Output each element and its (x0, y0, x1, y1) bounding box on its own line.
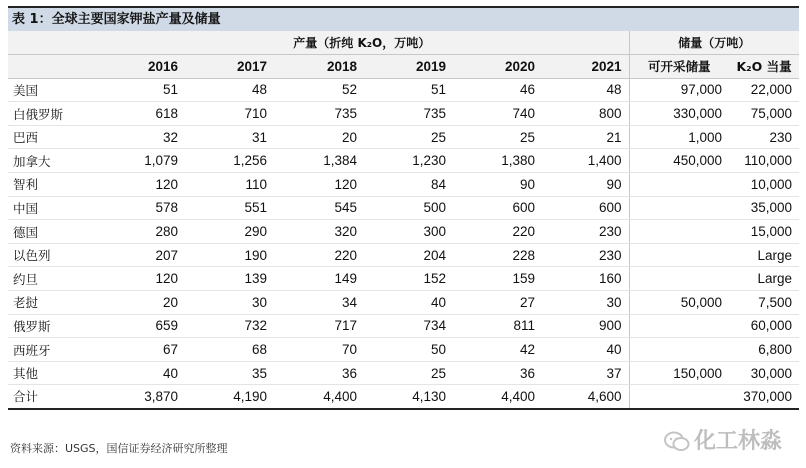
mineable-cell (629, 338, 729, 362)
production-cell: 31 (185, 125, 274, 149)
country-cell: 以色列 (8, 243, 95, 267)
reserve-group-header: 储量（万吨） (629, 31, 799, 55)
header-country-cell (8, 55, 95, 79)
source-note: 资料来源：USGS，国信证券经济研究所整理 (10, 442, 228, 455)
production-cell: 1,230 (364, 149, 453, 173)
production-cell: 578 (95, 196, 185, 220)
country-cell: 美国 (8, 78, 95, 102)
production-cell: 30 (542, 291, 629, 315)
production-cell: 230 (542, 220, 629, 244)
mineable-cell (629, 173, 729, 197)
production-cell: 4,130 (364, 385, 453, 409)
year-header: 2021 (542, 55, 629, 79)
table-row (8, 291, 799, 315)
production-cell: 735 (274, 102, 364, 126)
production-cell: 545 (274, 196, 364, 220)
k2o-cell: 22,000 (729, 78, 799, 102)
production-cell: 40 (95, 361, 185, 385)
header-row-columns (8, 55, 799, 79)
table-row (8, 149, 799, 173)
production-cell: 300 (364, 220, 453, 244)
production-cell: 1,380 (453, 149, 542, 173)
year-header: 2016 (95, 55, 185, 79)
production-cell: 25 (453, 125, 542, 149)
production-cell: 120 (274, 173, 364, 197)
production-cell: 90 (453, 173, 542, 197)
mineable-cell: 50,000 (629, 291, 729, 315)
k2o-header: K₂O 当量 (729, 55, 799, 79)
production-cell: 42 (453, 338, 542, 362)
k2o-cell: 10,000 (729, 173, 799, 197)
table-row (8, 243, 799, 267)
k2o-cell: 6,800 (729, 338, 799, 362)
production-cell: 35 (185, 361, 274, 385)
table-row (8, 78, 799, 102)
production-cell: 120 (95, 173, 185, 197)
production-cell: 220 (274, 243, 364, 267)
production-cell: 732 (185, 314, 274, 338)
production-cell: 4,400 (274, 385, 364, 409)
table-title: 表 1：全球主要国家钾盐产量及储量 (8, 6, 799, 31)
production-cell: 1,400 (542, 149, 629, 173)
production-cell: 40 (542, 338, 629, 362)
production-cell: 280 (95, 220, 185, 244)
production-cell: 811 (453, 314, 542, 338)
country-cell: 德国 (8, 220, 95, 244)
production-cell: 1,256 (185, 149, 274, 173)
production-cell: 1,079 (95, 149, 185, 173)
production-cell: 190 (185, 243, 274, 267)
mineable-cell (629, 267, 729, 291)
production-cell: 600 (542, 196, 629, 220)
production-cell: 152 (364, 267, 453, 291)
production-cell: 120 (95, 267, 185, 291)
production-cell: 27 (453, 291, 542, 315)
production-cell: 204 (364, 243, 453, 267)
country-cell: 加拿大 (8, 149, 95, 173)
table-row (8, 314, 799, 338)
country-cell: 其他 (8, 361, 95, 385)
production-cell: 740 (453, 102, 542, 126)
mineable-cell (629, 196, 729, 220)
country-cell: 巴西 (8, 125, 95, 149)
table-row (8, 338, 799, 362)
country-cell: 俄罗斯 (8, 314, 95, 338)
production-cell: 67 (95, 338, 185, 362)
production-cell: 50 (364, 338, 453, 362)
mineable-header: 可开采储量 (629, 55, 729, 79)
production-cell: 717 (274, 314, 364, 338)
production-cell: 70 (274, 338, 364, 362)
production-cell: 800 (542, 102, 629, 126)
production-cell: 20 (274, 125, 364, 149)
production-cell: 48 (542, 78, 629, 102)
table-row (8, 173, 799, 197)
mineable-cell (629, 385, 729, 409)
header-row-group (8, 31, 799, 55)
production-cell: 228 (453, 243, 542, 267)
k2o-cell: 35,000 (729, 196, 799, 220)
production-cell: 230 (542, 243, 629, 267)
table-row (8, 220, 799, 244)
k2o-cell: Large (729, 267, 799, 291)
production-cell: 3,870 (95, 385, 185, 409)
production-cell: 160 (542, 267, 629, 291)
country-cell: 约旦 (8, 267, 95, 291)
k2o-cell: Large (729, 243, 799, 267)
mineable-cell: 450,000 (629, 149, 729, 173)
production-cell: 48 (185, 78, 274, 102)
country-cell: 西班牙 (8, 338, 95, 362)
mineable-cell: 97,000 (629, 78, 729, 102)
production-cell: 4,190 (185, 385, 274, 409)
year-header: 2020 (453, 55, 542, 79)
k2o-cell: 30,000 (729, 361, 799, 385)
mineable-cell: 330,000 (629, 102, 729, 126)
production-cell: 21 (542, 125, 629, 149)
year-header: 2018 (274, 55, 364, 79)
table-row (8, 125, 799, 149)
production-cell: 52 (274, 78, 364, 102)
production-group-header: 产量（折纯 K₂O，万吨） (95, 31, 629, 55)
production-cell: 220 (453, 220, 542, 244)
production-cell: 500 (364, 196, 453, 220)
table-body (8, 78, 799, 408)
watermark-text: 化工林淼 (694, 429, 783, 454)
production-cell: 36 (274, 361, 364, 385)
table-row (8, 385, 799, 409)
production-cell: 618 (95, 102, 185, 126)
production-cell: 40 (364, 291, 453, 315)
production-cell: 36 (453, 361, 542, 385)
country-cell: 老挝 (8, 291, 95, 315)
production-cell: 51 (95, 78, 185, 102)
production-cell: 4,600 (542, 385, 629, 409)
production-cell: 32 (95, 125, 185, 149)
production-cell: 30 (185, 291, 274, 315)
country-cell: 智利 (8, 173, 95, 197)
k2o-cell: 15,000 (729, 220, 799, 244)
potash-table (8, 31, 799, 410)
production-cell: 159 (453, 267, 542, 291)
table-row (8, 361, 799, 385)
production-cell: 659 (95, 314, 185, 338)
production-cell: 110 (185, 173, 274, 197)
mineable-cell (629, 314, 729, 338)
production-cell: 25 (364, 125, 453, 149)
production-cell: 710 (185, 102, 274, 126)
year-header: 2019 (364, 55, 453, 79)
production-cell: 290 (185, 220, 274, 244)
production-cell: 139 (185, 267, 274, 291)
production-cell: 1,384 (274, 149, 364, 173)
production-cell: 25 (364, 361, 453, 385)
country-cell: 白俄罗斯 (8, 102, 95, 126)
table-row (8, 196, 799, 220)
k2o-cell: 110,000 (729, 149, 799, 173)
production-cell: 735 (364, 102, 453, 126)
production-cell: 149 (274, 267, 364, 291)
production-cell: 20 (95, 291, 185, 315)
production-cell: 51 (364, 78, 453, 102)
production-cell: 4,400 (453, 385, 542, 409)
k2o-cell: 60,000 (729, 314, 799, 338)
table-row (8, 267, 799, 291)
production-cell: 320 (274, 220, 364, 244)
table-row (8, 102, 799, 126)
mineable-cell (629, 243, 729, 267)
k2o-cell: 75,000 (729, 102, 799, 126)
wechat-icon (664, 431, 690, 453)
production-cell: 46 (453, 78, 542, 102)
k2o-cell: 7,500 (729, 291, 799, 315)
year-header: 2017 (185, 55, 274, 79)
mineable-cell: 1,000 (629, 125, 729, 149)
k2o-cell: 370,000 (729, 385, 799, 409)
production-cell: 900 (542, 314, 629, 338)
production-cell: 207 (95, 243, 185, 267)
country-cell: 中国 (8, 196, 95, 220)
production-cell: 84 (364, 173, 453, 197)
production-cell: 34 (274, 291, 364, 315)
k2o-cell: 230 (729, 125, 799, 149)
production-cell: 90 (542, 173, 629, 197)
mineable-cell: 150,000 (629, 361, 729, 385)
production-cell: 551 (185, 196, 274, 220)
production-cell: 734 (364, 314, 453, 338)
mineable-cell (629, 220, 729, 244)
production-cell: 37 (542, 361, 629, 385)
country-cell: 合计 (8, 385, 95, 409)
header-empty-cell (8, 31, 95, 55)
production-cell: 68 (185, 338, 274, 362)
production-cell: 600 (453, 196, 542, 220)
watermark (664, 424, 800, 456)
